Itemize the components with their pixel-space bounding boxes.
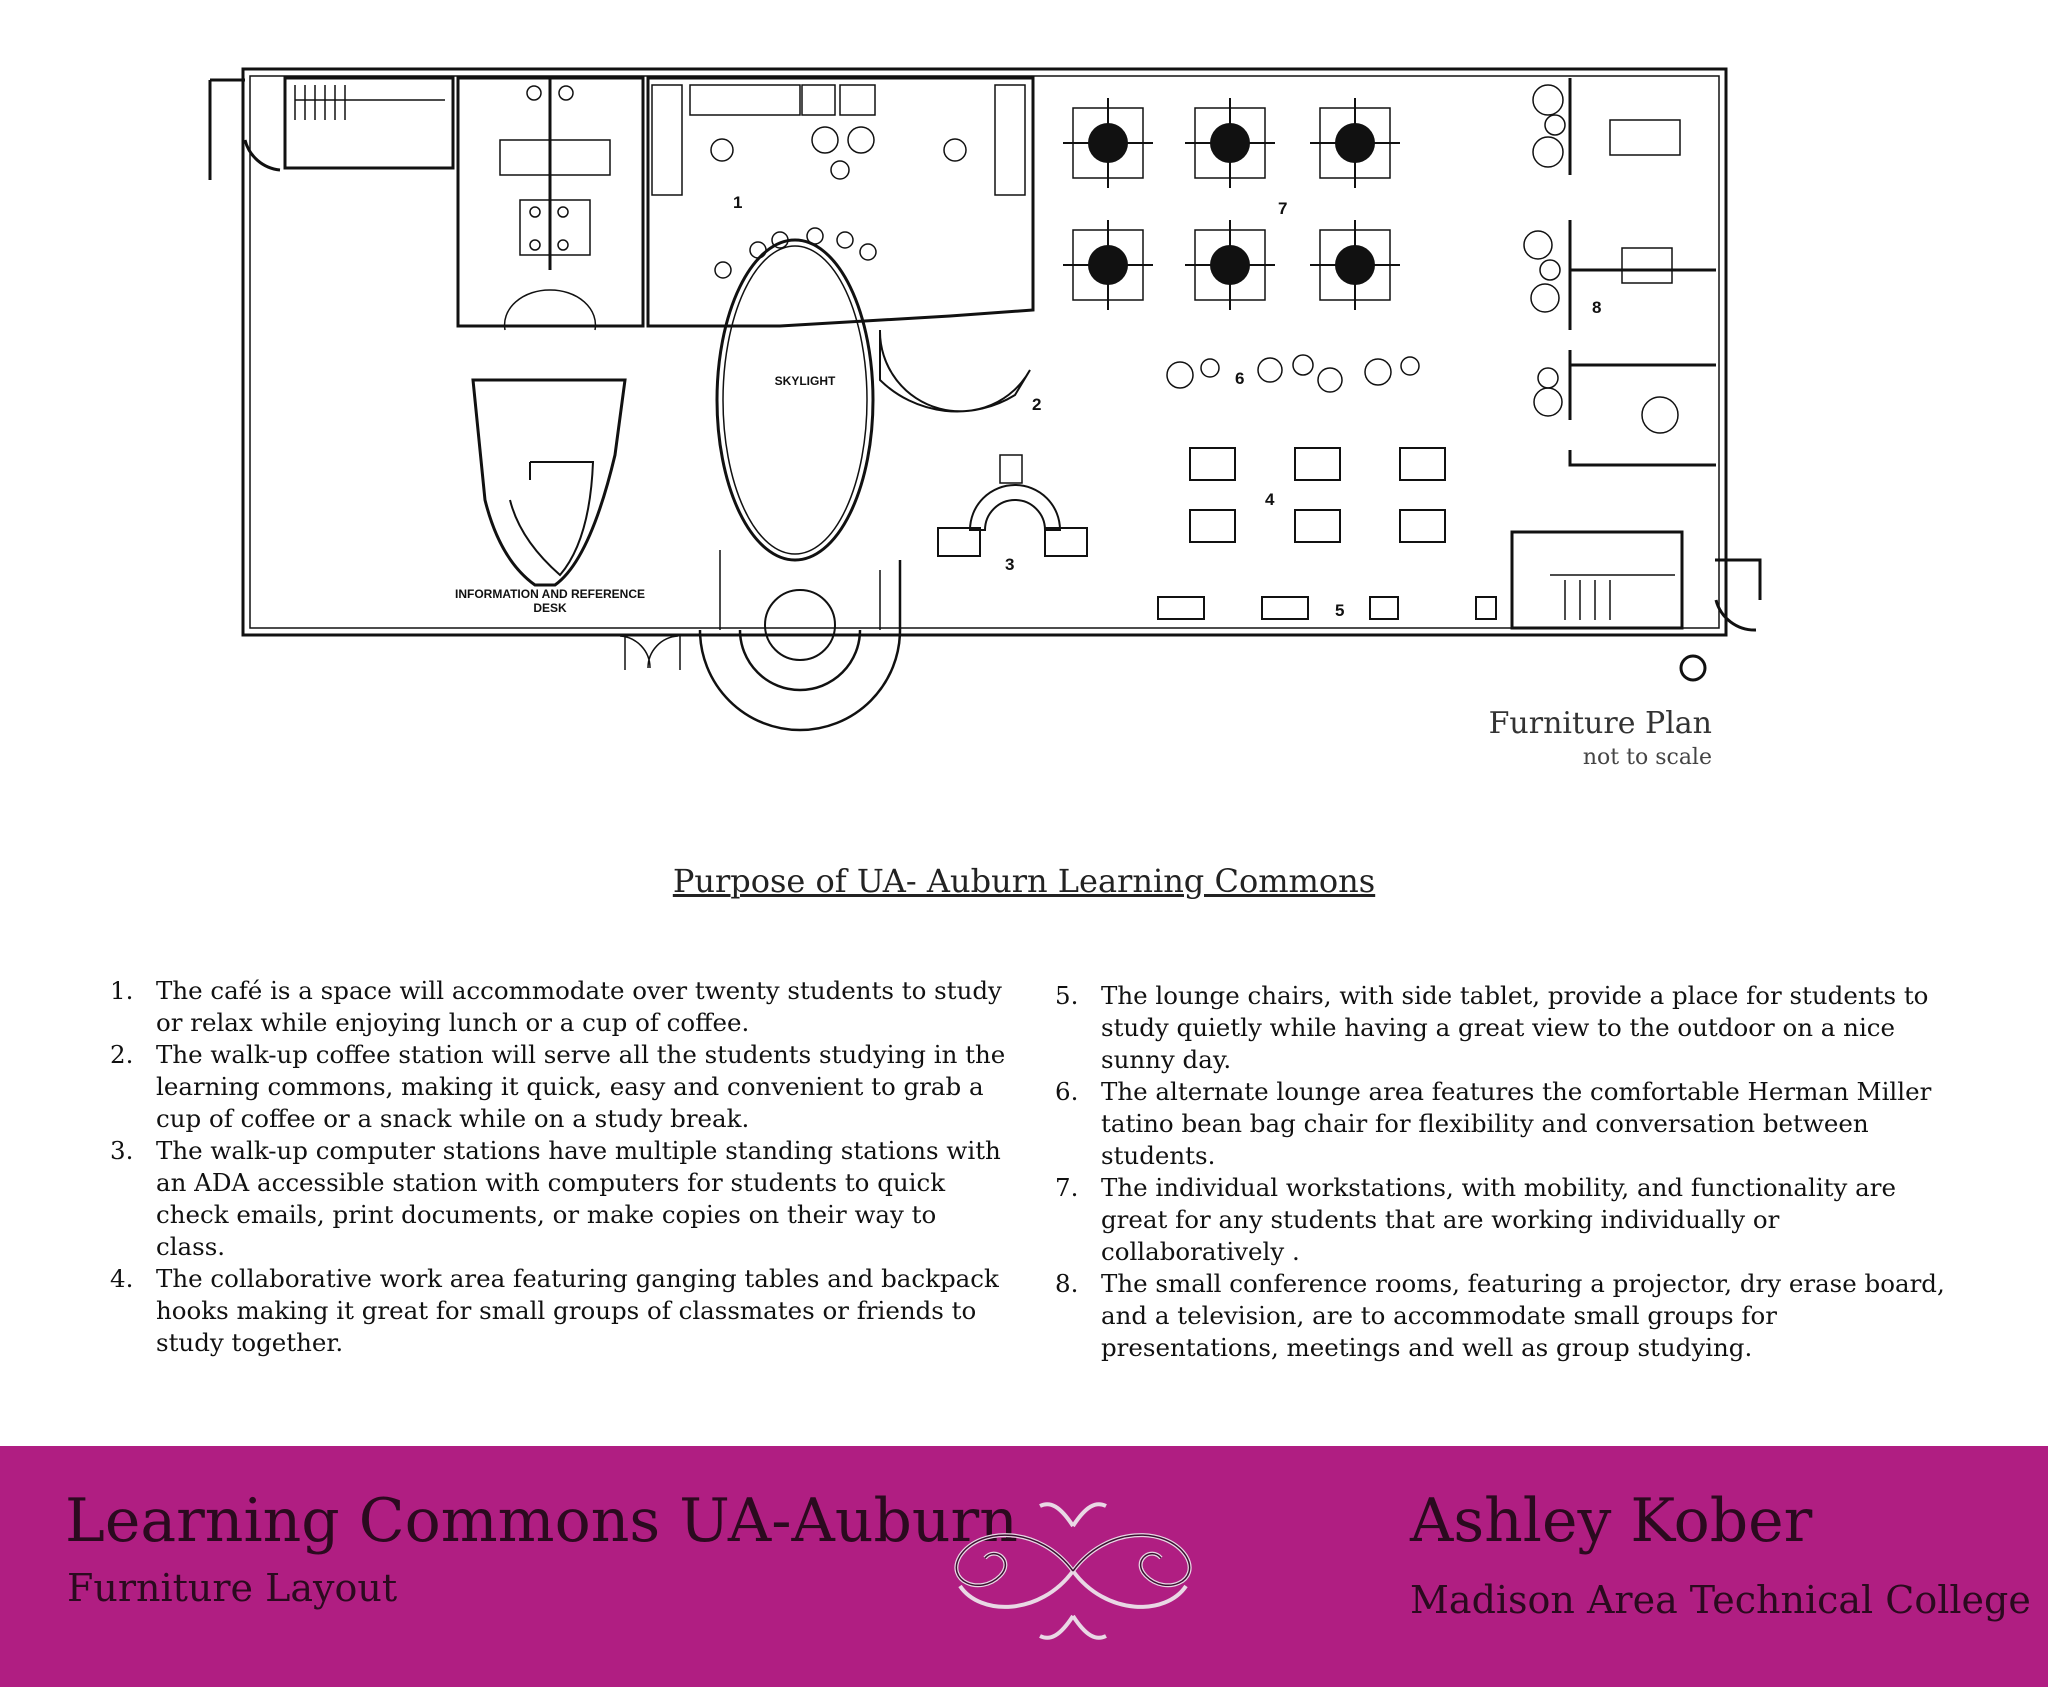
school-name: Madison Area Technical College xyxy=(1410,1578,2031,1622)
bean-bag-chairs xyxy=(1167,355,1419,392)
item-text: The alternate lounge area features the comfortable Herman Miller tatino bean bag chair for flexibility and conversation between students. xyxy=(1101,1077,1932,1170)
plan-scale-note: not to scale xyxy=(1582,745,1712,770)
purpose-list-right xyxy=(1055,980,1955,1364)
item-text: The walk-up computer stations have multiple standing stations with an ADA accessible station with computers for students to quick check emails, print documents, or make copies on their way to class. xyxy=(156,1136,1001,1261)
zone-label-1: 1 xyxy=(733,193,743,212)
item-number: 6. xyxy=(1055,1077,1079,1106)
item-text: The walk-up coffee station will serve all the students studying in the learning commons, making it quick, easy and convenient to grab a cup of coffee or a snack while on a study break. xyxy=(156,1040,1006,1133)
item-number: 1. xyxy=(110,976,134,1005)
zone-label-7: 7 xyxy=(1278,199,1288,218)
zone-label-2: 2 xyxy=(1032,395,1042,414)
item-text: The lounge chairs, with side tablet, provide a place for students to study quietly while having a great view to the outdoor on a nice sunny day. xyxy=(1101,981,1929,1074)
item-text: The small conference rooms, featuring a projector, dry erase board, and a television, are to accommodate small groups for presentations, meetings and well as group studying. xyxy=(1101,1269,1945,1362)
purpose-heading: Purpose of UA- Auburn Learning Commons xyxy=(672,862,1376,900)
lounge-chairs xyxy=(1158,597,1496,619)
plan-title: Furniture Plan xyxy=(1488,706,1712,741)
computer-station xyxy=(970,485,1060,530)
purpose-item xyxy=(1055,980,1955,1076)
item-number: 4. xyxy=(110,1264,134,1293)
item-text: The café is a space will accommodate over twenty students to study or relax while enjoying lunch or a cup of coffee. xyxy=(156,976,1002,1037)
skylight-label: SKYLIGHT xyxy=(774,374,836,388)
banner-subtitle: Furniture Layout xyxy=(67,1566,398,1610)
purpose-list-left xyxy=(110,975,1010,1359)
purpose-item xyxy=(110,975,1010,1039)
information-desk xyxy=(473,380,625,585)
stair-top-left xyxy=(285,78,453,168)
zone-label-3: 3 xyxy=(1005,555,1015,574)
zone-label-6: 6 xyxy=(1235,369,1245,388)
item-number: 7. xyxy=(1055,1173,1079,1202)
north-arrow-icon xyxy=(1681,656,1705,680)
purpose-item xyxy=(1055,1268,1955,1364)
item-text: The collaborative work area featuring ganging tables and backpack hooks making it great for small groups of classmates or friends to study together. xyxy=(156,1264,999,1357)
purpose-item xyxy=(110,1039,1010,1135)
purpose-item xyxy=(1055,1172,1955,1268)
item-number: 3. xyxy=(110,1136,134,1165)
stair-bottom-right xyxy=(1512,532,1682,628)
furniture-floor-plan xyxy=(0,0,2048,800)
collaborative-tables xyxy=(1190,448,1445,542)
skylight xyxy=(717,240,873,560)
flourish-ornament-icon xyxy=(940,1486,1206,1656)
purpose-item xyxy=(110,1263,1010,1359)
zone-label-8: 8 xyxy=(1592,298,1602,317)
plan-caption xyxy=(1489,704,1712,772)
purpose-item xyxy=(1055,1076,1955,1172)
purpose-item xyxy=(110,1135,1010,1263)
item-number: 8. xyxy=(1055,1269,1079,1298)
item-number: 5. xyxy=(1055,981,1079,1010)
desk-label-line1: INFORMATION AND REFERENCE xyxy=(455,587,645,601)
coffee-station xyxy=(880,330,1030,411)
desk-label-line2: DESK xyxy=(533,601,567,615)
spiral-stair xyxy=(700,560,900,730)
author-name: Ashley Kober xyxy=(1410,1486,1813,1556)
footer-banner xyxy=(0,1446,2048,1687)
item-text: The individual workstations, with mobility, and functionality are great for any students that are working individually or collaboratively . xyxy=(1101,1173,1896,1266)
conference-rooms xyxy=(1570,78,1716,465)
banner-title: Learning Commons UA-Auburn xyxy=(65,1486,1018,1556)
item-number: 2. xyxy=(110,1040,134,1069)
zone-label-4: 4 xyxy=(1265,490,1275,509)
outer-wall xyxy=(243,69,1726,635)
zone-label-5: 5 xyxy=(1335,601,1345,620)
